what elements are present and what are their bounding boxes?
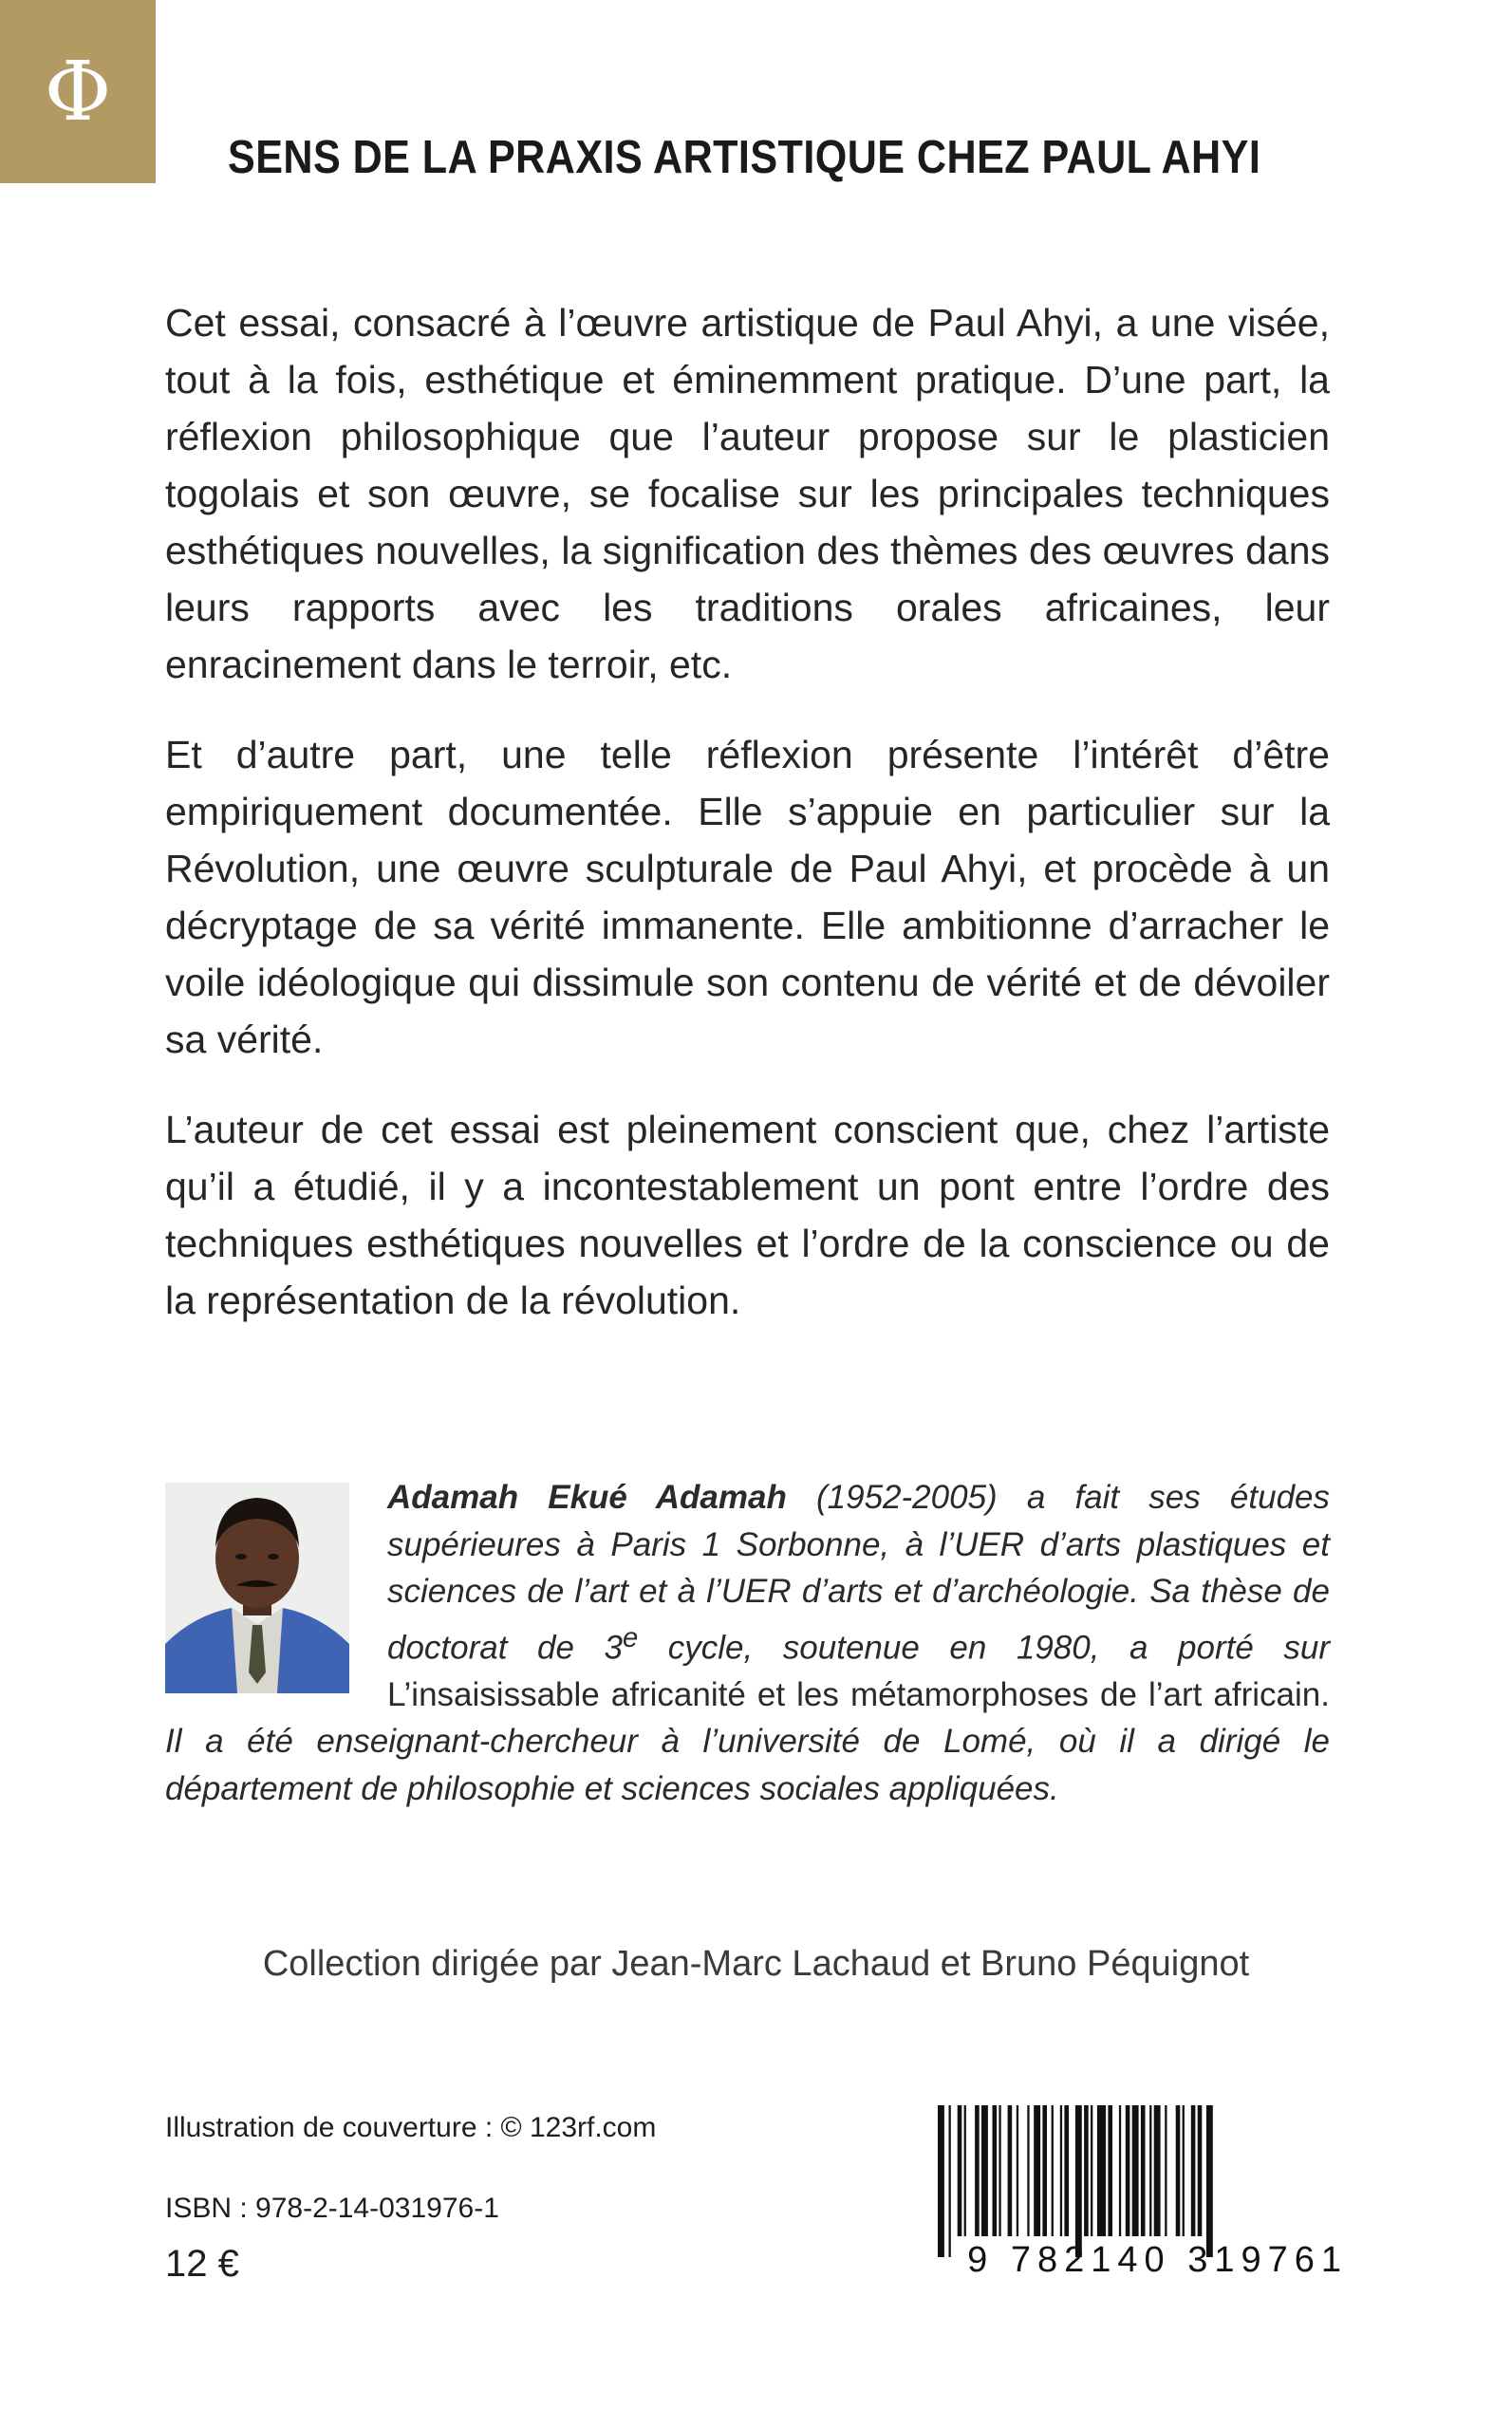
barcode-bar	[1206, 2105, 1213, 2257]
barcode-bar	[1084, 2105, 1089, 2236]
barcode-bar	[1027, 2105, 1029, 2236]
barcode-bar	[1017, 2105, 1018, 2236]
barcode-bar	[1149, 2105, 1151, 2236]
barcode-bar	[964, 2105, 966, 2236]
back-cover-summary	[165, 294, 1330, 1362]
barcode-bar	[1091, 2105, 1092, 2236]
barcode-bar	[1132, 2105, 1139, 2236]
barcode-bar	[1064, 2105, 1069, 2236]
bio-text-part-2: cycle, soutenue en 1980, a porté sur	[638, 1629, 1330, 1667]
barcode-bar	[1141, 2105, 1146, 2236]
barcode-bar	[1008, 2105, 1013, 2236]
summary-paragraph-2: Et d’autre part, une telle réflexion présente l’intérêt d’être empiriquement documentée. Elle s’appuie en particulier sur la Révolution, une œuvre sculpturale de Paul Ahyi, et procède à un décryptage de sa vérité immanente. Elle ambitionne d’arracher le voile idéologique qui dissimule son contenu de vérité et de dévoiler sa vérité.	[165, 733, 1330, 1061]
barcode-bar	[1075, 2105, 1082, 2257]
author-photo	[165, 1483, 349, 1693]
collection-credit: Collection dirigée par Jean-Marc Lachaud et Bruno Péquignot	[262, 1944, 1250, 1984]
barcode-bar	[1198, 2105, 1203, 2236]
author-name: Adamah Ekué Adamah	[387, 1479, 787, 1516]
barcode-bar	[1154, 2105, 1161, 2236]
barcode-digits: 9 782140 319761	[967, 2240, 1348, 2280]
barcode-bar	[1126, 2105, 1130, 2236]
bio-superscript: e	[622, 1622, 639, 1653]
barcode-bar	[949, 2105, 951, 2257]
barcode-bar	[1183, 2105, 1185, 2236]
barcode-bar	[1165, 2105, 1167, 2236]
barcode-bar	[1108, 2105, 1112, 2236]
author-portrait-image	[165, 1483, 349, 1693]
summary-paragraph-3: L’auteur de cet essai est pleinement conscient que, chez l’artiste qu’il a étudié, il y a incontestablement un pont entre l’ordre des techniques esthétiques nouvelles et l’ordre de la conscience ou de la représentation de la révolution.	[165, 1108, 1330, 1322]
barcode-bar	[1191, 2105, 1196, 2236]
book-title: SENS DE LA PRAXIS ARTISTIQUE CHEZ PAUL AHYI	[228, 132, 1261, 183]
barcode-bar	[1060, 2105, 1062, 2236]
price: 12 €	[165, 2243, 239, 2285]
bio-thesis-title: L’insaisissable africanité et les métamorphoses de l’art africain.	[387, 1675, 1330, 1713]
isbn: ISBN : 978-2-14-031976-1	[165, 2193, 499, 2224]
barcode-bar	[993, 2105, 998, 2236]
barcode-bar	[975, 2105, 980, 2236]
barcode-bar	[1119, 2105, 1121, 2236]
bio-text-part-3: Il a été enseignant-chercheur à l’université de Lomé, où il a dirigé le département de philosophie et sciences sociales appliquées.	[165, 1723, 1330, 1807]
publisher-logo	[0, 0, 156, 183]
barcode-bar	[999, 2105, 1000, 2236]
barcode-bar	[1034, 2105, 1040, 2236]
barcode-bar	[958, 2105, 962, 2236]
bio-text-part-1: (1952-2005) a fait ses études supérieures à Paris 1 Sorbonne, à l’UER d’arts plastiques et sciences de l’art et à l’UER d’arts et d’archéologie. Sa thèse de doctorat de 3	[387, 1479, 1331, 1667]
barcode-bar	[1097, 2105, 1106, 2236]
summary-paragraph-1: Cet essai, consacré à l’œuvre artistique de Paul Ahyi, a une visée, tout à la fois, esthétique et éminemment pratique. D’une part, la réflexion philosophique que l’auteur propose sur le plasticien togolais et son œuvre, se focalise sur les principales techniques esthétiques nouvelles, la signification des thèmes des œuvres dans leurs rapports avec les traditions orales africaines, leur enracinement dans le terroir, etc.	[165, 301, 1330, 686]
barcode-bar	[1176, 2105, 1181, 2236]
barcode-bar	[1052, 2105, 1054, 2236]
barcode-bar	[938, 2105, 944, 2257]
author-bio	[165, 1474, 1330, 1812]
phi-logo-icon: Φ	[44, 44, 112, 140]
barcode-bar	[981, 2105, 988, 2236]
barcode-bar	[1042, 2105, 1047, 2236]
cover-illustration-credit: Illustration de couverture : © 123rf.com	[165, 2112, 657, 2143]
